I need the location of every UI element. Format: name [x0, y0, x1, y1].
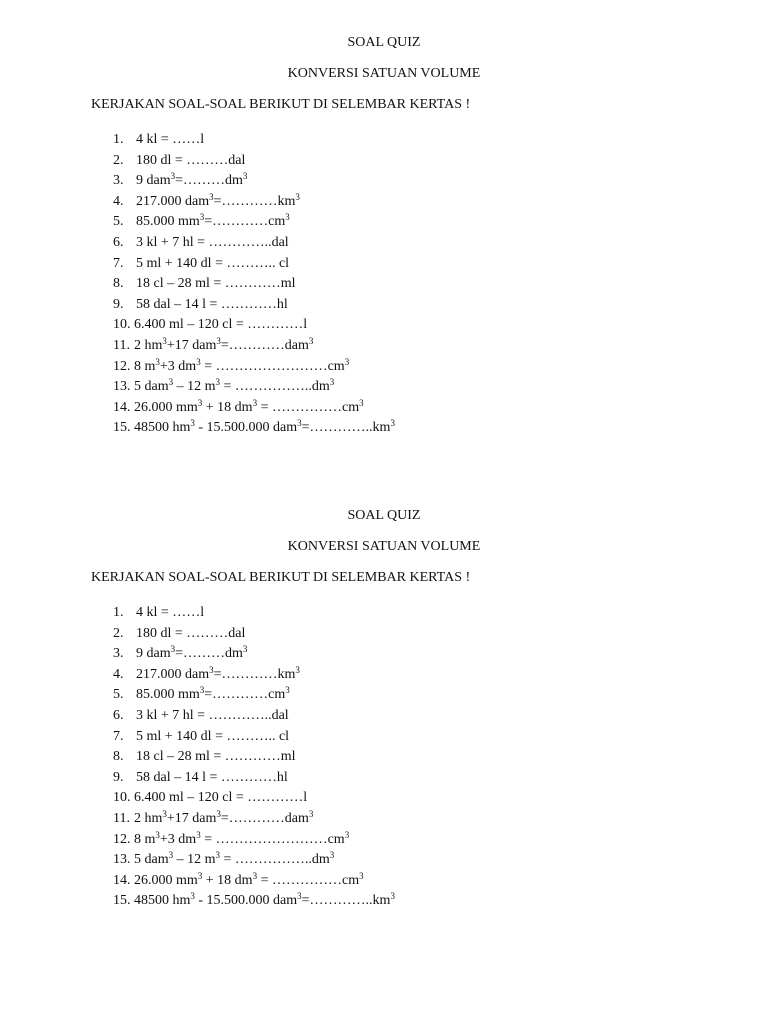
question-number: 12.: [113, 831, 131, 847]
question-number: 3.: [113, 173, 124, 189]
question-number: 4.: [113, 193, 124, 209]
question-text: 5 ml + 140 dl = ……….. cl: [136, 255, 290, 271]
quiz-heading: SOAL QUIZ: [347, 35, 421, 50]
question-number: 10.: [113, 790, 131, 806]
question-number: 12.: [113, 358, 131, 374]
instruction-text: KERJAKAN SOAL-SOAL BERIKUT DI SELEMBAR KERTAS !: [91, 570, 471, 585]
question-text: 8 $m^3+3$ $dm^3$ = $\dots\dots\dots\dots\dots\dots\dots\dots cm^3$: [134, 356, 350, 374]
quiz-block-2: [0, 506, 768, 909]
question-text: 85.000 $mm^3=\dots\dots\dots\dots cm^3$: [136, 685, 290, 703]
question-text: 18 cl – 28 ml = …………ml: [136, 749, 296, 765]
question-text: 6.400 ml – 120 cl = …………l: [134, 790, 308, 806]
question-text: 48500 $hm^3 - 15.500.000$ $dam^3=\dots\dots\dots\dots..km^3$: [134, 891, 395, 909]
question-number: 6.: [113, 234, 124, 250]
question-text: 18 cl – 28 ml = …………ml: [136, 276, 296, 292]
question-text: 9 $dam^3=\dots\dots\dots dm^3$: [136, 644, 248, 662]
question-text: 4 kl = ……l: [136, 132, 205, 147]
question-number: 1.: [113, 605, 124, 620]
question-number: 7.: [113, 255, 124, 271]
question-text: 2 $hm^3+17$ dam$^3$=…………dam$^3$: [134, 335, 314, 353]
question-number: 11.: [113, 810, 130, 826]
question-number: 5.: [113, 214, 124, 230]
question-number: 11.: [113, 337, 130, 353]
question-text: 6.400 ml – 120 cl = …………l: [134, 317, 308, 333]
question-number: 13.: [113, 852, 131, 868]
question-text: 48500 $hm^3 - 15.500.000$ $dam^3=\dots\dots\dots\dots..km^3$: [134, 418, 395, 436]
question-number: 15.: [113, 420, 131, 436]
question-number: 5.: [113, 687, 124, 703]
question-text: 26.000 $mm^3 + 18$ $dm^3$ = $\dots\dots\dots\dots\dots cm^3$: [134, 870, 364, 888]
question-number: 2.: [113, 625, 124, 641]
question-text: 217.000 $dam^3=\dots\dots\dots\dots km^3$: [136, 664, 300, 682]
question-text: 180 dl = ………dal: [136, 625, 246, 641]
question-text: 2 $hm^3+17$ dam$^3$=…………dam$^3$: [134, 808, 314, 826]
quiz-heading: SOAL QUIZ: [347, 508, 421, 523]
question-text: 58 dal – 14 l = …………hl: [136, 296, 288, 312]
question-number: 6.: [113, 707, 124, 723]
question-text: 3 kl + 7 hl = …………..dal: [136, 234, 289, 250]
question-text: 9 $dam^3=\dots\dots\dots dm^3$: [136, 171, 248, 189]
question-text: 4 kl = ……l: [136, 605, 205, 620]
question-text: 3 kl + 7 hl = …………..dal: [136, 707, 289, 723]
question-text: 58 dal – 14 l = …………hl: [136, 769, 288, 785]
question-number: 14.: [113, 399, 131, 415]
question-number: 4.: [113, 666, 124, 682]
question-number: 14.: [113, 872, 131, 888]
question-text: 5 dam$^3$ – 12 $m^3$ = $\dots\dots\dots\dots\dots..dm^3$: [134, 377, 335, 395]
question-text: 8 $m^3+3$ $dm^3$ = $\dots\dots\dots\dots\dots\dots\dots\dots cm^3$: [134, 829, 350, 847]
question-number: 8.: [113, 749, 124, 765]
question-number: 9.: [113, 769, 124, 785]
question-number: 13.: [113, 379, 131, 395]
question-number: 9.: [113, 296, 124, 312]
question-text: 5 dam$^3$ – 12 $m^3$ = $\dots\dots\dots\dots\dots..dm^3$: [134, 850, 335, 868]
quiz-block-1: [0, 33, 768, 436]
question-text: 5 ml + 140 dl = ……….. cl: [136, 728, 290, 744]
quiz-subheading: KONVERSI SATUAN VOLUME: [287, 66, 481, 81]
question-number: 8.: [113, 276, 124, 292]
question-text: 26.000 $mm^3 + 18$ $dm^3$ = $\dots\dots\dots\dots\dots cm^3$: [134, 397, 364, 415]
quiz-subheading: KONVERSI SATUAN VOLUME: [287, 539, 481, 554]
question-number: 3.: [113, 646, 124, 662]
question-text: 217.000 $dam^3=\dots\dots\dots\dots km^3$: [136, 191, 300, 209]
question-number: 10.: [113, 317, 131, 333]
question-number: 2.: [113, 152, 124, 168]
question-number: 1.: [113, 132, 124, 147]
question-text: 85.000 $mm^3=\dots\dots\dots\dots cm^3$: [136, 212, 290, 230]
question-number: 15.: [113, 893, 131, 909]
instruction-text: KERJAKAN SOAL-SOAL BERIKUT DI SELEMBAR KERTAS !: [91, 97, 471, 112]
question-number: 7.: [113, 728, 124, 744]
question-text: 180 dl = ………dal: [136, 152, 246, 168]
